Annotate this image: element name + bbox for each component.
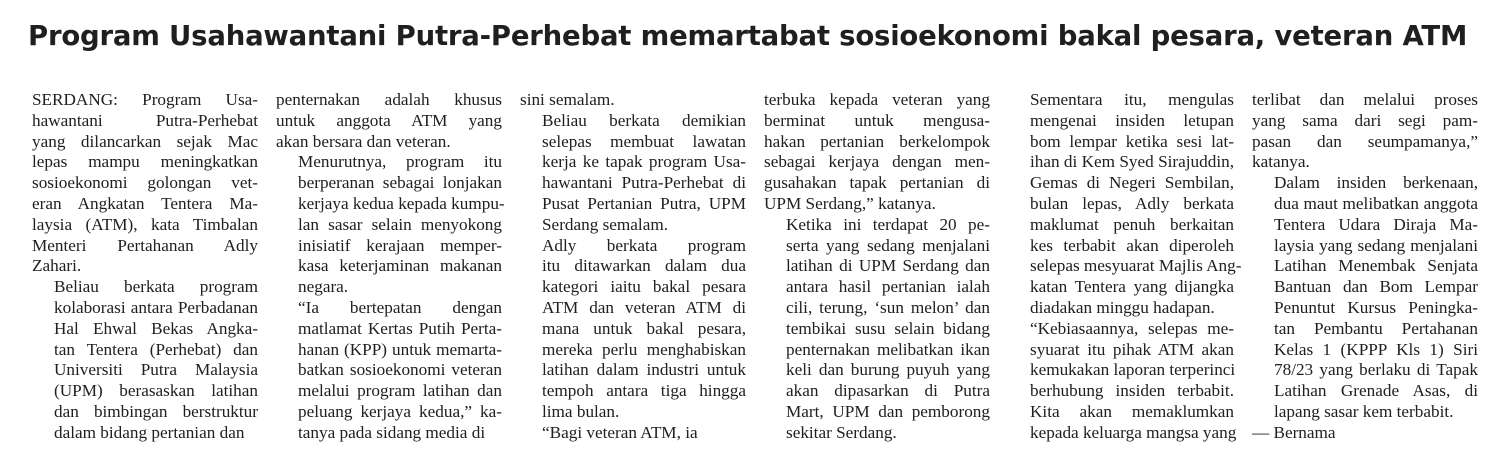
article-paragraph <box>1008 318 1237 444</box>
text-line: Penuntut Kursus Peningka- <box>1274 297 1478 317</box>
text-line: laysia yang sedang menjalani <box>1274 235 1478 255</box>
text-line: gusahakan tapak pertanian di <box>764 173 990 193</box>
text-line: itu ditawarkan dalam dua <box>542 256 746 276</box>
text-line: Serdang semalam. <box>542 214 669 234</box>
article-paragraph <box>764 215 990 444</box>
article-paragraph <box>1252 423 1478 444</box>
text-line: negara. <box>298 277 349 297</box>
text-line: penternakan adalah khusus <box>276 90 502 109</box>
text-line: inisiatif kerajaan memper- <box>298 235 502 255</box>
text-line: Tentera Udara Diraja Ma- <box>1274 214 1478 234</box>
text-line: Sementara itu, mengulas <box>1030 90 1234 109</box>
text-line: “Ia bertepatan dengan <box>298 297 502 317</box>
article-paragraph <box>520 111 746 236</box>
text-line: hawantani Putra-Perhebat <box>32 110 258 130</box>
text-line: tembikai susu selain bidang <box>786 318 990 338</box>
text-line: Menteri Pertahanan Adly <box>32 235 258 255</box>
text-line: mengenai insiden letupan <box>1030 110 1234 130</box>
article-paragraph <box>32 277 258 443</box>
text-line: laysia (ATM), kata Timbalan <box>32 214 258 234</box>
text-line: tanya pada sidang media di <box>298 422 486 442</box>
text-line: Kita akan memaklumkan <box>1030 401 1234 421</box>
text-line: berminat untuk mengusa- <box>764 110 990 130</box>
text-line: Gemas di Negeri Sembilan, <box>1030 173 1234 193</box>
article-paragraph <box>276 90 502 152</box>
text-line: — Bernama <box>1252 422 1336 442</box>
text-line: Dalam insiden berkenaan, <box>1274 173 1478 193</box>
text-line: pasan dan seumpamanya,” <box>1252 131 1478 151</box>
article-column-3 <box>520 90 746 444</box>
article-column-4 <box>764 90 990 444</box>
text-line: Universiti Putra Malaysia <box>54 360 258 380</box>
text-line: akan bersara dan veteran. <box>276 131 451 151</box>
article-paragraph <box>1252 90 1478 173</box>
text-line: ihan di Kem Syed Sirajuddin, <box>1030 152 1234 172</box>
text-line: bom lempar ketika sesi lat- <box>1030 131 1234 151</box>
article-column-1 <box>32 90 258 444</box>
text-line: penternakan melibatkan ikan <box>786 339 990 359</box>
text-line: UPM Serdang,” katanya. <box>764 193 936 213</box>
text-line: Latihan Grenade Asas, di <box>1274 381 1478 401</box>
text-line: lima bulan. <box>542 401 620 421</box>
text-line: kasa keterjaminan makanan <box>298 256 502 276</box>
article-paragraph <box>520 423 746 444</box>
text-line: sosioekonomi golongan vet- <box>32 173 258 193</box>
text-line: kerja ke tapak program Usa- <box>542 152 746 172</box>
text-line: (UPM) berasaskan latihan <box>54 381 258 401</box>
text-line: Adly berkata program <box>542 235 746 255</box>
text-line: kolaborasi antara Perbadanan <box>54 297 258 317</box>
headline: Program Usahawantani Putra-Perhebat memartabat sosioekonomi bakal pesara, veteran ATM <box>28 20 1468 52</box>
text-line: “Bagi veteran ATM, ia <box>542 422 698 442</box>
text-line: kemukakan laporan terperinci <box>1030 360 1236 380</box>
text-line: cili, terung, ‘sun melon’ dan <box>786 297 990 317</box>
text-line: Beliau berkata demikian <box>542 110 746 130</box>
text-line: yang dilancarkan sejak Mac <box>32 131 258 151</box>
text-line: kepada keluarga mangsa yang <box>1030 422 1237 442</box>
text-line: batkan sosioekonomi veteran <box>298 360 502 380</box>
article-paragraph <box>520 236 746 423</box>
text-line: Menurutnya, program itu <box>298 152 502 172</box>
text-line: lan sasar selain menyokong <box>298 214 502 234</box>
article-paragraph <box>276 298 502 444</box>
article-paragraph <box>520 90 746 111</box>
text-line: latihan di UPM Serdang dan <box>786 256 990 276</box>
text-line: dalam bidang pertanian dan <box>54 422 245 442</box>
text-line: sekitar Serdang. <box>786 422 897 442</box>
text-line: Beliau berkata program <box>54 277 258 297</box>
text-line: yang sama dari segi pam- <box>1252 110 1478 130</box>
text-line: Zahari. <box>32 256 82 276</box>
text-line: katan Tentera yang dijangka <box>1030 277 1234 297</box>
text-line: selepas membuat lawatan <box>542 131 746 151</box>
text-line: Ketika ini terdapat 20 pe- <box>786 214 990 234</box>
article-paragraph <box>32 90 258 277</box>
text-line: antara hasil pertanian ialah <box>786 277 990 297</box>
text-line: ATM dan veteran ATM di <box>542 297 746 317</box>
text-line: Mart, UPM dan pemborong <box>786 401 990 421</box>
text-line: lapang sasar kem terbabit. <box>1274 401 1454 421</box>
article-column-5 <box>1008 90 1242 444</box>
text-line: sebagai kerjaya dengan men- <box>764 152 990 172</box>
text-line: hawantani Putra-Perhebat di <box>542 173 746 193</box>
text-line: matlamat Kertas Putih Perta- <box>298 318 502 338</box>
article-paragraph <box>764 90 990 215</box>
text-line: dua maut melibatkan anggota <box>1274 193 1478 213</box>
text-line: mereka perlu menghabiskan <box>542 339 746 359</box>
text-line: kerjaya kedua kepada kumpu- <box>298 193 505 213</box>
article-body <box>32 90 1482 462</box>
text-line: katanya. <box>1252 152 1310 172</box>
article-paragraph <box>276 152 505 298</box>
text-line: Pusat Pertanian Putra, UPM <box>542 193 746 213</box>
text-line: Kelas 1 (KPPP Kls 1) Siri <box>1274 339 1478 359</box>
text-line: terbuka kepada veteran yang <box>764 90 990 109</box>
text-line: syuarat itu pihak ATM akan <box>1030 339 1234 359</box>
text-line: Latihan Menembak Senjata <box>1274 256 1478 276</box>
text-line: keli dan burung puyuh yang <box>786 360 990 380</box>
text-line: diadakan minggu hadapan. <box>1030 297 1215 317</box>
text-line: terlibat dan melalui proses <box>1252 90 1478 109</box>
text-line: tan Pembantu Pertahanan <box>1274 318 1478 338</box>
article-column-2 <box>276 90 505 444</box>
article-paragraph <box>1252 173 1478 423</box>
text-line: “Kebiasaannya, selepas me- <box>1030 318 1234 338</box>
text-line: SERDANG: Program Usa- <box>32 90 258 109</box>
text-line: bulan lepas, Adly berkata <box>1030 193 1234 213</box>
text-line: serta yang sedang menjalani <box>786 235 990 255</box>
text-line: 78/23 yang berlaku di Tapak <box>1274 360 1478 380</box>
text-line: Bantuan dan Bom Lempar <box>1274 277 1478 297</box>
text-line: hakan pertanian berkelompok <box>764 131 990 151</box>
text-line: maklumat penuh berkaitan <box>1030 214 1234 234</box>
text-line: mana untuk bakal pesara, <box>542 318 746 338</box>
text-line: tempoh antara tiga hingga <box>542 381 746 401</box>
text-line: akan dipasarkan di Putra <box>786 381 990 401</box>
text-line: selepas mesyuarat Majlis Ang- <box>1030 256 1242 276</box>
text-line: lepas mampu meningkatkan <box>32 152 258 172</box>
text-line: kategori iaitu bakal pesara <box>542 277 746 297</box>
text-line: tan Tentera (Perhebat) dan <box>54 339 258 359</box>
text-line: berhubung insiden terbabit. <box>1030 381 1234 401</box>
text-line: melalui program latihan dan <box>298 381 502 401</box>
text-line: hanan (KPP) untuk memarta- <box>298 339 502 359</box>
text-line: berperanan sebagai lonjakan <box>298 173 502 193</box>
text-line: peluang kerjaya kedua,” ka- <box>298 401 502 421</box>
text-line: sini semalam. <box>520 90 615 109</box>
text-line: dan bimbingan berstruktur <box>54 401 258 421</box>
article-column-6 <box>1252 90 1478 444</box>
article-paragraph <box>1008 90 1242 319</box>
text-line: eran Angkatan Tentera Ma- <box>32 193 258 213</box>
text-line: latihan dalam industri untuk <box>542 360 746 380</box>
text-line: kes terbabit akan diperoleh <box>1030 235 1234 255</box>
text-line: Hal Ehwal Bekas Angka- <box>54 318 258 338</box>
text-line: untuk anggota ATM yang <box>276 110 502 130</box>
